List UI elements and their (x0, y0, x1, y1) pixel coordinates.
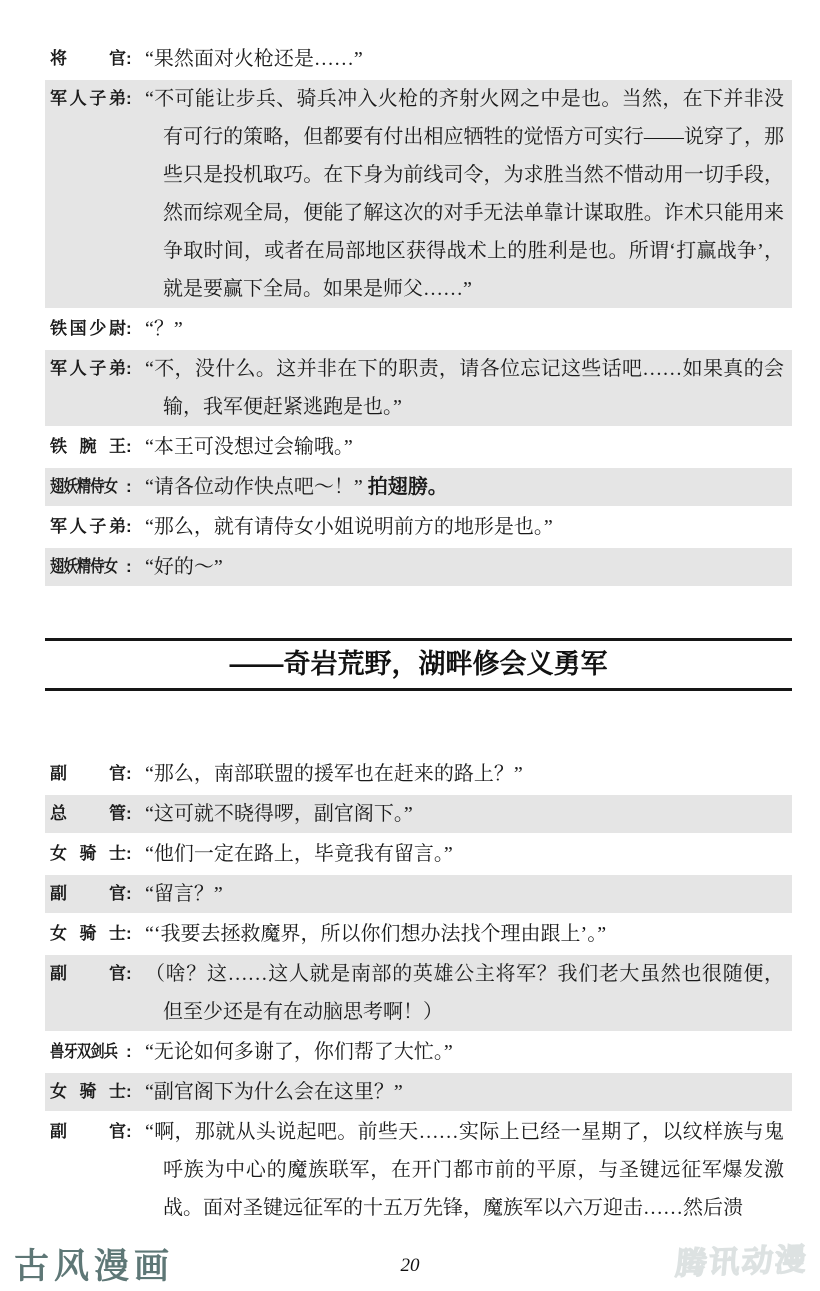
dialogue-row (45, 428, 792, 466)
speaker-name: 女骑士 (50, 1082, 126, 1101)
dialogue-text (145, 1073, 784, 1111)
dialogue-line: “？” (145, 318, 183, 340)
dialogue-text (145, 310, 784, 348)
dialogue-line: “副官阁下为什么会在这里？” (145, 1081, 403, 1103)
speaker-colon: : (126, 89, 132, 108)
speaker-label (50, 795, 145, 833)
speaker-name: 副官 (50, 764, 126, 783)
speaker-label (50, 875, 145, 913)
speaker-colon: : (126, 557, 132, 576)
dialogue-text (145, 835, 784, 873)
speaker-colon: : (126, 1122, 132, 1141)
dialogue-row (45, 548, 792, 586)
dialogue-row (45, 955, 792, 1031)
dialogue-line: “‘我要去拯救魔界，所以你们想办法找个理由跟上’。” (145, 923, 607, 945)
speaker-name: 总管 (50, 804, 126, 823)
speaker-label (50, 755, 145, 793)
speaker-name: 军人子弟 (50, 89, 126, 108)
page-content (45, 40, 792, 1229)
speaker-label (50, 508, 145, 546)
dialogue-text (145, 795, 784, 833)
speaker-label (50, 1113, 145, 1151)
speaker-label (50, 835, 145, 873)
dialogue-text (145, 875, 784, 913)
scene-header-band (45, 638, 792, 691)
speaker-colon: : (126, 884, 132, 903)
speaker-label (50, 1033, 145, 1071)
speaker-label (50, 548, 145, 586)
speaker-label (50, 915, 145, 953)
scene-header-title: ——奇岩荒野，湖畔修会义勇军 (229, 649, 608, 679)
speaker-colon: : (126, 319, 132, 338)
speaker-label (50, 1073, 145, 1111)
dialogue-line: “他们一定在路上，毕竟我有留言。” (145, 843, 453, 865)
speaker-name: 铁腕王 (50, 437, 126, 456)
speaker-name: 兽牙双剑兵 (50, 1042, 118, 1061)
dialogue-row (45, 875, 792, 913)
speaker-label (50, 428, 145, 466)
speaker-colon: : (126, 924, 132, 943)
dialogue-line: “不，没什么。这并非在下的职责，请各位忘记这些话吧……如果真的会输，我军便赶紧逃跑是也。” (145, 358, 784, 418)
dialogue-text (145, 468, 784, 506)
speaker-colon: : (126, 49, 132, 68)
dialogue-line: “本王可没想过会输哦。” (145, 436, 353, 458)
speaker-name: 翅妖精侍女 (50, 477, 118, 496)
dialogue-line: “果然面对火枪还是……” (145, 48, 363, 70)
speaker-name: 副官 (50, 964, 126, 983)
dialogue-row (45, 350, 792, 426)
speaker-label (50, 310, 145, 348)
speaker-colon: : (126, 517, 132, 536)
speaker-label (50, 955, 145, 993)
dialogue-section-top (45, 40, 792, 586)
dialogue-text (145, 80, 784, 308)
speaker-name: 军人子弟 (50, 517, 126, 536)
speaker-colon: : (126, 1082, 132, 1101)
dialogue-text (145, 915, 784, 953)
dialogue-text (145, 428, 784, 466)
dialogue-text (145, 508, 784, 546)
tencent-comics-watermark: 腾讯动漫 (673, 1241, 810, 1282)
speaker-name: 将官 (50, 49, 126, 68)
dialogue-line: “这可就不晓得啰，副官阁下。” (145, 803, 413, 825)
dialogue-row (45, 795, 792, 833)
dialogue-line: “无论如何多谢了，你们帮了大忙。” (145, 1041, 453, 1063)
dialogue-row (45, 755, 792, 793)
dialogue-line: “请各位动作快点吧～！” (145, 476, 363, 498)
dialogue-text (145, 350, 784, 426)
dialogue-row (45, 40, 792, 78)
dialogue-section-bottom (45, 755, 792, 1227)
speaker-colon: : (126, 964, 132, 983)
dialogue-text (145, 955, 784, 1031)
speaker-colon: : (126, 844, 132, 863)
publisher-logo-text: 古风漫画 (14, 1247, 175, 1286)
speaker-colon: : (126, 437, 132, 456)
dialogue-row (45, 310, 792, 348)
speaker-name: 副官 (50, 884, 126, 903)
dialogue-row (45, 835, 792, 873)
dialogue-line: “啊，那就从头说起吧。前些天……实际上已经一星期了，以纹样族与鬼呼族为中心的魔族联军，在开门都市前的平原，与圣键远征军爆发激战。面对圣键远征军的十五万先锋，魔族军以六万迎击……然后溃 (145, 1121, 784, 1219)
speaker-name: 翅妖精侍女 (50, 557, 118, 576)
dialogue-row (45, 80, 792, 308)
action-note: 拍翅膀。 (367, 476, 448, 498)
page-number: 20 (400, 1255, 420, 1276)
dialogue-row (45, 1073, 792, 1111)
speaker-colon: : (126, 764, 132, 783)
speaker-colon: : (126, 1042, 132, 1061)
speaker-colon: : (126, 804, 132, 823)
speaker-label (50, 350, 145, 388)
speaker-label (50, 40, 145, 78)
dialogue-line: “那么，南部联盟的援军也在赶来的路上？” (145, 763, 523, 785)
dialogue-row (45, 915, 792, 953)
speaker-name: 军人子弟 (50, 359, 126, 378)
speaker-name: 副官 (50, 1122, 126, 1141)
dialogue-line: “不可能让步兵、骑兵冲入火枪的齐射火网之中是也。当然，在下并非没有可行的策略，但都要有付出相应牺牲的觉悟方可实行——说穿了，那些只是投机取巧。在下身为前线司令，为求胜当然不惜动用一切手段，然而综观全局，便能了解这次的对手无法单靠计谋取胜。诈术只能用来争取时间，或者在局部地区获得战术上的胜利是也。所谓‘打赢战争’，就是要赢下全局。如果是师父……” (145, 88, 784, 300)
dialogue-row (45, 1033, 792, 1071)
speaker-name: 铁国少尉 (50, 319, 126, 338)
dialogue-line: “好的～” (145, 556, 223, 578)
speaker-name: 女骑士 (50, 924, 126, 943)
dialogue-line: “那么，就有请侍女小姐说明前方的地形是也。” (145, 516, 553, 538)
dialogue-line: （啥？这……这人就是南部的英雄公主将军？我们老大虽然也很随便，但至少还是有在动脑思考啊！） (145, 963, 784, 1023)
dialogue-text (145, 40, 784, 78)
dialogue-text (145, 755, 784, 793)
dialogue-row (45, 508, 792, 546)
dialogue-text (145, 1033, 784, 1071)
dialogue-line: “留言？” (145, 883, 223, 905)
dialogue-text (145, 548, 784, 586)
dialogue-row (45, 1113, 792, 1227)
speaker-colon: : (126, 477, 132, 496)
dialogue-row (45, 468, 792, 506)
speaker-colon: : (126, 359, 132, 378)
speaker-name: 女骑士 (50, 844, 126, 863)
dialogue-text (145, 1113, 784, 1227)
speaker-label (50, 468, 145, 506)
speaker-label (50, 80, 145, 118)
